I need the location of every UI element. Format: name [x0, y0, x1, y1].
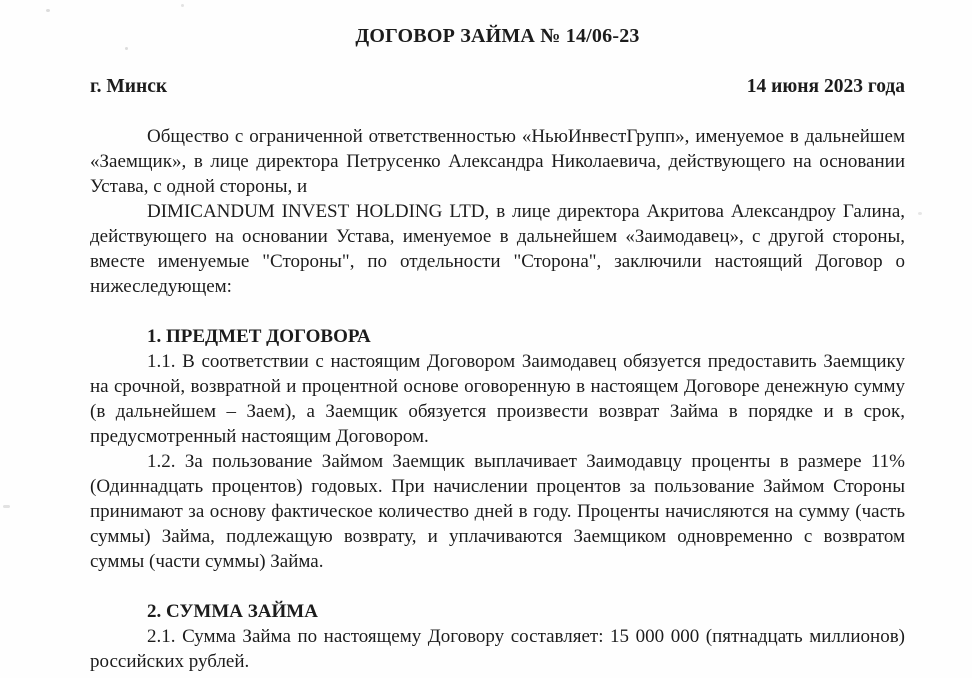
clause-2-1: 2.1. Сумма Займа по настоящему Договору составляет: 15 000 000 (пятнадцать миллионов) российских рублей. [90, 626, 905, 672]
section-1-heading: 1. ПРЕДМЕТ ДОГОВОРА [147, 326, 371, 347]
dateline [90, 74, 905, 99]
scan-speck [181, 4, 184, 7]
preamble-paragraph-borrower: Общество с ограниченной ответственностью «НьюИнвестГрупп», именуемое в дальнейшем «Заемщик», в лице директора Петрусенко Александра Николаевича, действующего на основании Устава, с одной стороны, и [90, 126, 905, 197]
scan-speck [918, 212, 922, 215]
scan-speck [46, 9, 50, 12]
preamble-paragraph-lender: DIMICANDUM INVEST HOLDING LTD, в лице директора Акритова Александроу Галина, действующего на основании Устава, именуемое в дальнейшем «Заимодавец», с другой стороны, вместе именуемые "Стороны", по отдельности "Сторона", заключили настоящий Договор о нижеследующем: [90, 201, 905, 297]
scan-speck [3, 505, 10, 508]
clause-1-1: 1.1. В соответствии с настоящим Договором Заимодавец обязуется предоставить Заемщику на срочной, возвратной и процентной основе оговоренную в настоящем Договоре денежную сумму (в дальнейшем – Заем), а Заемщик обязуется произвести возврат Займа в порядке и в срок, предусмотренный настоящим Договором. [90, 351, 905, 447]
clause-1-2: 1.2. За пользование Займом Заемщик выплачивает Заимодавцу проценты в размере 11% (Одиннадцать процентов) годовых. При начислении процентов за пользование Займом Стороны принимают за основу фактическое количество дней в году. Проценты начисляются на сумму (часть суммы) Займа, подлежащую возврату, и уплачиваются Заемщиком одновременно с возвратом суммы (части суммы) Займа. [90, 451, 905, 572]
document-date: 14 июня 2023 года [746, 76, 905, 97]
document-title: ДОГОВОР ЗАЙМА № 14/06-23 [355, 25, 640, 47]
document-city: г. Минск [90, 76, 168, 97]
section-2-heading: 2. СУММА ЗАЙМА [147, 601, 318, 622]
